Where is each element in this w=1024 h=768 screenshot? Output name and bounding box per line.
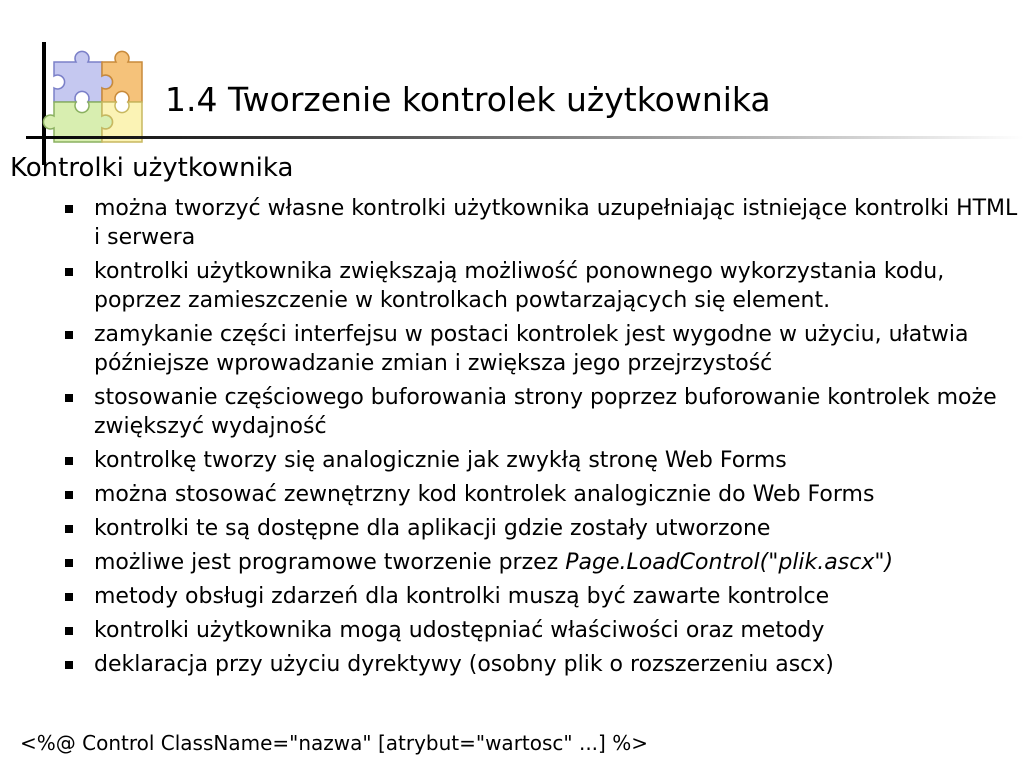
list-item [0, 194, 1024, 252]
code-snippet: Page.LoadControl("plik.ascx") [565, 550, 894, 575]
bullet-marker [65, 457, 73, 465]
bullet-text: zamykanie części interfejsu w postaci kontrolek jest wygodne w użyciu, ułatwia późniejsze wprowadzanie zmian i zwiększa jego przejrzystość [94, 322, 969, 376]
bullet-marker [65, 394, 73, 402]
list-item [0, 514, 1024, 543]
bullet-marker [65, 525, 73, 533]
puzzle-icon [22, 40, 172, 165]
directive-code: <%@ Control ClassName="nazwa" [atrybut="wartosc" ...] %> [20, 731, 648, 755]
bullet-text: możliwe jest programowe tworzenie przez [94, 550, 566, 575]
bullet-marker [65, 331, 73, 339]
list-item [0, 257, 1024, 315]
bullet-text: kontrolki użytkownika mogą udostępniać właściwości oraz metody [94, 618, 825, 643]
bullet-text: można tworzyć własne kontrolki użytkownika uzupełniając istniejące kontrolki HTML i serwera [94, 196, 1018, 250]
bullet-text: można stosować zewnętrzny kod kontrolek analogicznie do Web Forms [94, 482, 875, 507]
list-item [0, 582, 1024, 611]
bullet-list [0, 194, 1024, 684]
list-item [0, 320, 1024, 378]
bullet-marker [65, 268, 73, 276]
title-rule [26, 136, 1024, 139]
bullet-text: metody obsługi zdarzeń dla kontrolki muszą być zawarte kontrolce [94, 584, 830, 609]
list-item [0, 383, 1024, 441]
list-item [0, 548, 1024, 577]
bullet-text: kontrolki użytkownika zwiększają możliwość ponownego wykorzystania kodu, poprzez zamieszczenie w kontrolkach powtarzających się element. [94, 259, 945, 313]
bullet-text: stosowanie częściowego buforowania strony poprzez buforowanie kontrolek może zwiększyć wydajność [94, 385, 997, 439]
list-item [0, 480, 1024, 509]
slide-title: 1.4 Tworzenie kontrolek użytkownika [165, 80, 771, 119]
bullet-marker [65, 205, 73, 213]
bullet-marker [65, 593, 73, 601]
bullet-text: kontrolkę tworzy się analogicznie jak zwykłą stronę Web Forms [94, 448, 787, 473]
bullet-marker [65, 627, 73, 635]
bullet-marker [65, 661, 73, 669]
section-heading: Kontrolki użytkownika [10, 153, 294, 183]
list-item [0, 650, 1024, 679]
list-item [0, 446, 1024, 475]
bullet-marker [65, 559, 73, 567]
bullet-marker [65, 491, 73, 499]
list-item [0, 616, 1024, 645]
bullet-text: deklaracja przy użyciu dyrektywy (osobny plik o rozszerzeniu ascx) [94, 652, 834, 677]
bullet-text: kontrolki te są dostępne dla aplikacji gdzie zostały utworzone [94, 516, 771, 541]
